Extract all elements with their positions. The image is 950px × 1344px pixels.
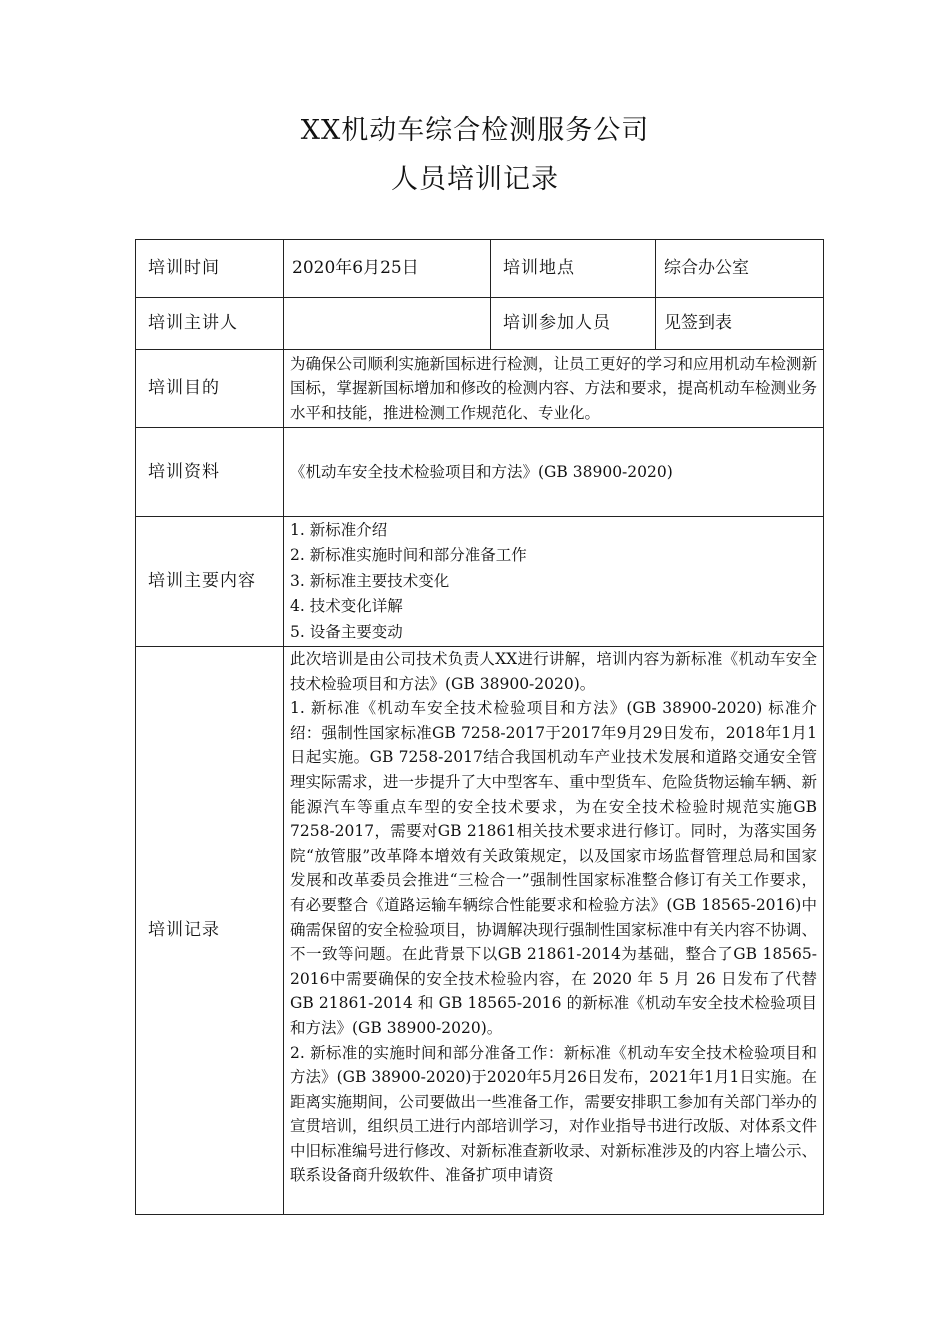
record-paragraph: 1. 新标准《机动车安全技术检验项目和方法》(GB 38900-2020) 标准介绍：强制性国家标准GB 7258-2017于2017年9月29日发布，2018年1月1日起实施。GB 7258-2017结合我国机动车产业技术发展和道路交通安全管理实际需求，进一步提升了大中型客车、重中型货车、危险货物运输车辆、新能源汽车等重点车型的安全技术要求，为在安全技术检验时规范实施GB 7258-2017，需要对GB 21861相关技术要求进行修订。同时，为落实国务院“放管服”改革降本增效有关政策规定，以及国家市场监督管理总局和国家发展和改革委员会推进“三检合一”强制性国家标准整合修订有关工作要求，有必要整合《道路运输车辆综合性能要求和检验方法》(GB 18565-2016)中确需保留的安全检验项目，协调解决现行强制性国家标准中有关内容不协调、不一致等问题。在此背景下以GB 21861-2014为基础，整合了GB 18565-2016中需要确保的安全技术检验内容，在 2020 年 5 月 26 日发布了代替 GB 21861-2014 和 GB 18565-2016 的新标准《机动车安全技术检验项目和方法》(GB 38900-2020)。 bbox=[290, 699, 817, 1037]
record-body bbox=[290, 647, 817, 1210]
list-item: 2. 新标准实施时间和部分准备工作 bbox=[290, 546, 527, 565]
record-paragraph: 此次培训是由公司技术负责人XX进行讲解，培训内容为新标准《机动车安全技术检验项目和方法》(GB 38900-2020)。 bbox=[290, 650, 817, 693]
training-time-value: 2020年6月25日 bbox=[284, 240, 491, 298]
materials-label: 培训资料 bbox=[136, 428, 284, 517]
training-record-table bbox=[135, 239, 824, 1215]
training-place-value: 综合办公室 bbox=[656, 240, 824, 298]
row-speaker-attendees bbox=[136, 298, 824, 350]
record-paragraph: 2. 新标准的实施时间和部分准备工作：新标准《机动车安全技术检验项目和方法》(GB 38900-2020)于2020年5月26日发布，2021年1月1日实施。在距离实施期间，公司要做出一些准备工作，需要安排职工参加有关部门举办的宣贯培训，组织员工进行内部培训学习，对作业指导书进行改版、对体系文件中旧标准编号进行修改、对新标准查新收录、对新标准涉及的内容上墙公示、联系设备商升级软件、准备扩项申请资 bbox=[290, 1043, 817, 1185]
attendees-value: 见签到表 bbox=[656, 298, 824, 350]
speaker-value bbox=[284, 298, 491, 350]
list-item: 5. 设备主要变动 bbox=[290, 622, 403, 641]
main-content-label: 培训主要内容 bbox=[136, 517, 284, 647]
list-item: 1. 新标准介绍 bbox=[290, 520, 388, 539]
row-main-content bbox=[136, 517, 824, 647]
purpose-text: 为确保公司顺利实施新国标进行检测，让员工更好的学习和应用机动车检测新国标，掌握新国标增加和修改的检测内容、方法和要求，提高机动车检测业务水平和技能，推进检测工作规范化、专业化。 bbox=[284, 350, 824, 428]
record-label: 培训记录 bbox=[136, 647, 284, 1215]
record-cell bbox=[284, 647, 824, 1215]
list-item: 4. 技术变化详解 bbox=[290, 597, 403, 616]
materials-text: 《机动车安全技术检验项目和方法》(GB 38900-2020) bbox=[284, 428, 824, 517]
document-title: 人员培训记录 bbox=[391, 164, 559, 195]
attendees-label: 培训参加人员 bbox=[491, 298, 656, 350]
list-item: 3. 新标准主要技术变化 bbox=[290, 571, 450, 590]
speaker-label: 培训主讲人 bbox=[136, 298, 284, 350]
main-content-cell bbox=[284, 517, 824, 647]
purpose-label: 培训目的 bbox=[136, 350, 284, 428]
row-time-place bbox=[136, 240, 824, 298]
row-record bbox=[136, 647, 824, 1215]
company-title: XX机动车综合检测服务公司 bbox=[300, 115, 650, 146]
training-time-label: 培训时间 bbox=[136, 240, 284, 298]
training-place-label: 培训地点 bbox=[491, 240, 656, 298]
row-purpose bbox=[136, 350, 824, 428]
main-content-list bbox=[290, 518, 817, 645]
row-materials bbox=[136, 428, 824, 517]
